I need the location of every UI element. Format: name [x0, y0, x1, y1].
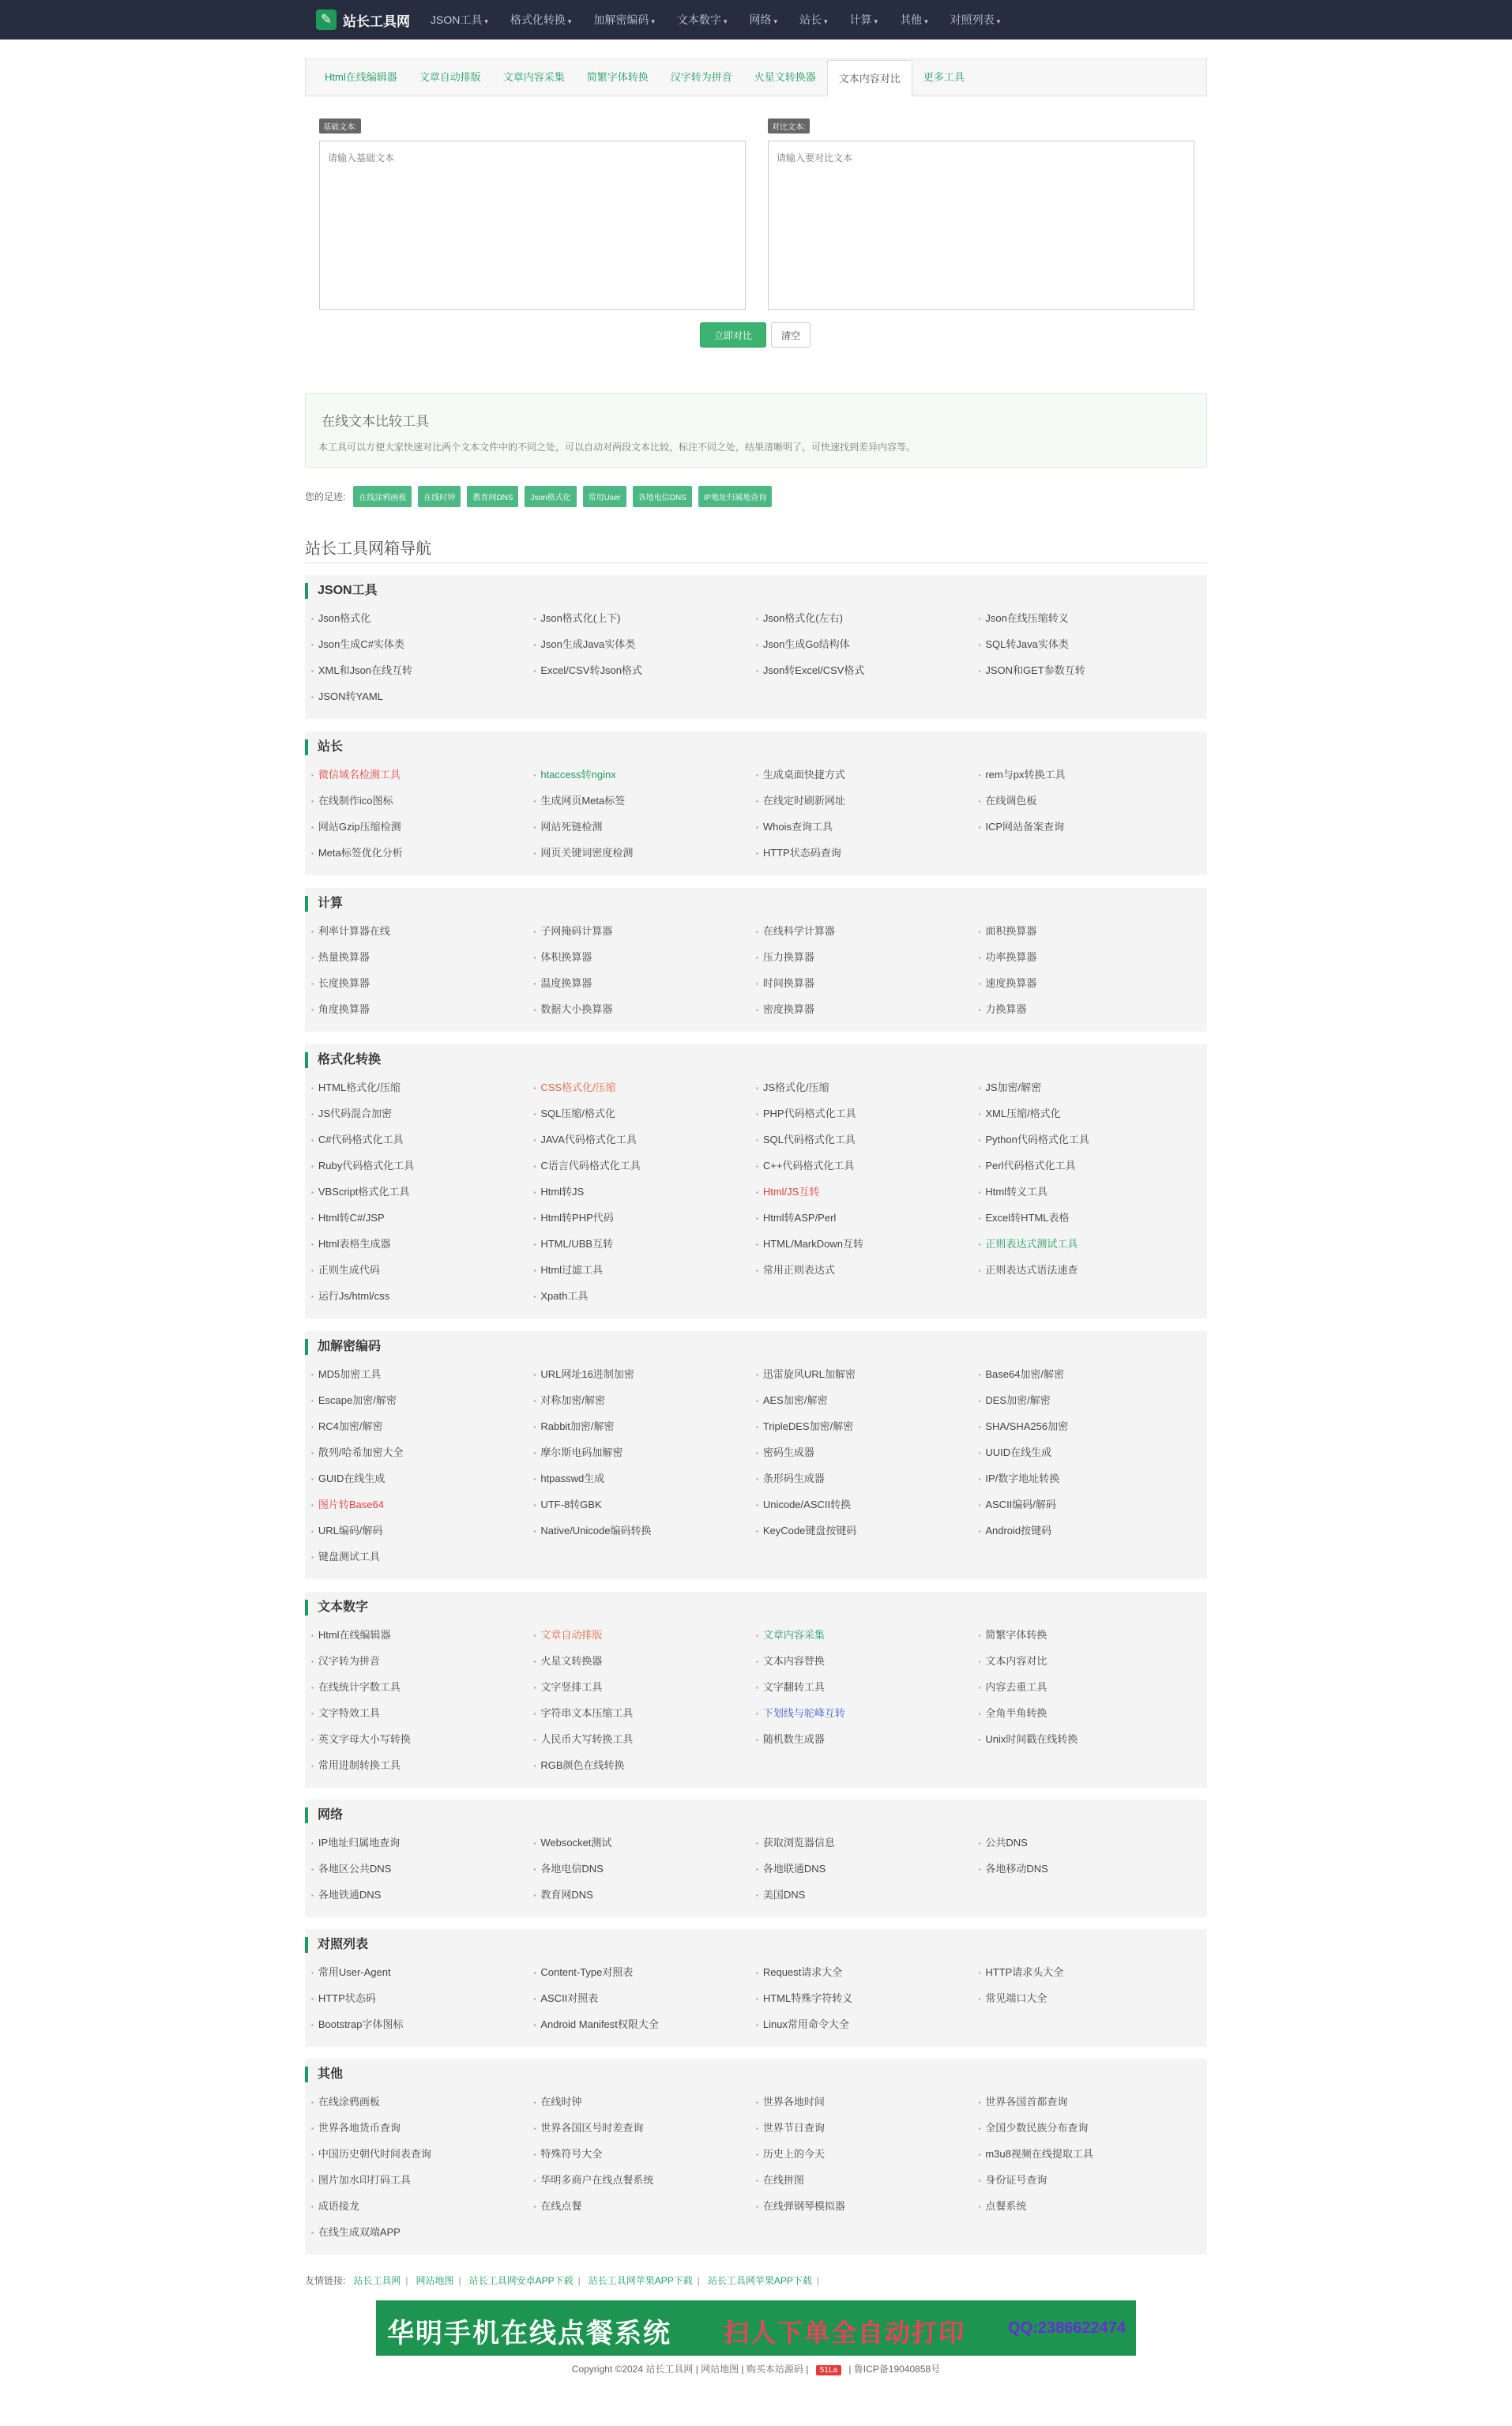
ad-banner[interactable] [376, 2300, 1136, 2356]
tool-link[interactable]: ▪ 微信域名检测工具 [311, 766, 534, 792]
tool-link[interactable]: ▪ HTML/UBB互转 [534, 1236, 757, 1262]
tool-link[interactable]: ▪ 各地移动DNS [979, 1860, 1202, 1886]
caret-down-icon: ▾ [924, 17, 928, 25]
caret-down-icon: ▾ [723, 17, 728, 25]
tool-link[interactable]: ▪ PHP代码格式化工具 [756, 1105, 979, 1131]
ad-banner-slogan: 扫人下单全自动打印 [724, 2319, 966, 2347]
tool-link[interactable]: ▪ ASCII编码/解码 [979, 1496, 1202, 1522]
tool-link[interactable]: ▪ 世界各国首都查询 [979, 2093, 1202, 2119]
nav-item-label: 文本数字 [676, 13, 721, 26]
tool-link[interactable]: ▪ RGB颜色在线转换 [534, 1757, 757, 1783]
caret-down-icon: ▾ [651, 17, 655, 25]
tool-link[interactable]: ▪ 图片加水印打码工具 [311, 2172, 534, 2198]
tool-link[interactable]: ▪ Excel转HTML表格 [979, 1209, 1202, 1236]
category-title: 对照列表 [305, 1937, 368, 1953]
category-links [311, 1964, 1201, 2042]
category-links [311, 2093, 1201, 2250]
tool-intro-title: 在线文本比较工具 [322, 414, 429, 429]
tool-link[interactable]: ▪ 教育网DNS [534, 1886, 757, 1913]
tool-link[interactable]: ▪ 子网掩码计算器 [534, 923, 757, 949]
tool-link[interactable]: ▪ 世界节日查询 [756, 2119, 979, 2146]
friend-link[interactable]: 站长工具网 | [353, 2274, 408, 2287]
tool-link[interactable]: ▪ Android Manifest权限大全 [534, 2016, 757, 2042]
tool-link[interactable]: ▪ 在线弹钢琴模拟器 [756, 2198, 979, 2224]
nav-item[interactable] [799, 13, 828, 26]
category-title: 计算 [305, 896, 343, 912]
tab[interactable]: 火星文转换器 [754, 71, 816, 83]
tool-link[interactable]: ▪ 文字竖排工具 [534, 1679, 757, 1705]
category-links [311, 1366, 1201, 1574]
tool-link[interactable]: ▪ Html转义工具 [979, 1183, 1202, 1209]
tool-link[interactable]: ▪ 迅雷旋风URL加解密 [756, 1366, 979, 1392]
main-nav [431, 12, 1022, 28]
tool-link[interactable]: ▪ 运行Js/html/css [311, 1288, 534, 1314]
tool-link[interactable]: ▪ MD5加密工具 [311, 1366, 534, 1392]
tool-link[interactable]: ▪ 常用正则表达式 [756, 1262, 979, 1288]
tool-link[interactable]: ▪ 点餐系统 [979, 2198, 1202, 2224]
tool-category [305, 2059, 1207, 2255]
ad-banner-contact: QQ:2386622474 [1008, 2319, 1126, 2337]
tool-link[interactable]: ▪ Native/Unicode编码转换 [534, 1522, 757, 1548]
tool-link[interactable]: ▪ 历史上的今天 [756, 2146, 979, 2172]
tool-category [305, 888, 1207, 1032]
friend-link[interactable]: 站长工具网苹果APP下载 | [589, 2274, 700, 2287]
caret-down-icon: ▾ [996, 17, 1001, 25]
site-name: 站长工具网 [343, 13, 410, 29]
tool-category [305, 575, 1207, 719]
base-text-input[interactable] [319, 141, 746, 310]
recent-tool-tag[interactable]: 在线时钟 [418, 486, 461, 507]
tool-link[interactable]: ▪ Json生成Go结构体 [756, 636, 979, 662]
tool-link[interactable]: ▪ Html过滤工具 [534, 1262, 757, 1288]
nav-item-label: JSON工具 [431, 13, 483, 26]
friend-links [305, 2274, 819, 2287]
clear-button[interactable]: 清空 [771, 322, 811, 348]
friend-link[interactable]: 站长工具网苹果APP下载 | [708, 2274, 819, 2287]
tool-link[interactable]: ▪ Html转C#/JSP [311, 1209, 534, 1236]
tool-link[interactable]: ▪ GUID在线生成 [311, 1470, 534, 1496]
footer [0, 2362, 1512, 2375]
tab[interactable]: 文本内容对比 [827, 60, 912, 96]
recent-tool-tag[interactable]: 在线涂鸦画板 [353, 486, 412, 507]
tool-link[interactable]: ▪ 华明多商户在线点餐系统 [534, 2172, 757, 2198]
nav-item-label: 站长 [799, 13, 822, 26]
tool-link[interactable]: ▪ 全国少数民族分布查询 [979, 2119, 1202, 2146]
tool-link[interactable]: ▪ 正则表达式语法速查 [979, 1262, 1202, 1288]
tool-link[interactable]: ▪ 在线科学计算器 [756, 923, 979, 949]
tool-link[interactable]: ▪ VBScript格式化工具 [311, 1183, 534, 1209]
tool-link[interactable]: ▪ HTML特殊字符转义 [756, 1990, 979, 2016]
tool-link[interactable]: ▪ 在线生成双端APP [311, 2224, 534, 2250]
tool-link[interactable]: ▪ Html转ASP/Perl [756, 1209, 979, 1236]
tool-link[interactable]: ▪ Base64加密/解密 [979, 1366, 1202, 1392]
nav-item-label: 加解密编码 [593, 13, 649, 26]
tool-link[interactable]: ▪ HTTP状态码查询 [756, 844, 979, 871]
tool-link[interactable]: ▪ SQL压缩/格式化 [534, 1105, 757, 1131]
tool-link[interactable]: ▪ 角度换算器 [311, 1001, 534, 1027]
tool-link[interactable]: ▪ 密度换算器 [756, 1001, 979, 1027]
tool-link[interactable]: ▪ Unix时间戳在线转换 [979, 1731, 1202, 1757]
compare-text-input[interactable] [768, 141, 1194, 310]
caret-down-icon: ▾ [484, 17, 488, 25]
tool-intro-desc: 本工具可以方便大家快速对比两个文本文件中的不同之处，可以自动对两段文本比较，标注不同之处，结果清晰明了，可快速找到差异内容等。 [318, 442, 916, 453]
tool-link[interactable]: ▪ JS加密/解密 [979, 1079, 1202, 1105]
tool-link[interactable]: ▪ JS格式化/压缩 [756, 1079, 979, 1105]
tool-link[interactable]: ▪ JAVA代码格式化工具 [534, 1131, 757, 1157]
tool-link[interactable]: ▪ 速度换算器 [979, 975, 1202, 1001]
recent-tool-tag[interactable]: 常用User [583, 486, 626, 507]
tool-link[interactable]: ▪ 常用进制转换工具 [311, 1757, 534, 1783]
tool-link[interactable]: ▪ 体积换算器 [534, 949, 757, 975]
tool-link[interactable]: ▪ KeyCode键盘按键码 [756, 1522, 979, 1548]
tool-link[interactable]: ▪ 温度换算器 [534, 975, 757, 1001]
tool-link[interactable]: ▪ C语言代码格式化工具 [534, 1157, 757, 1183]
tool-link[interactable]: ▪ Escape加密/解密 [311, 1392, 534, 1418]
tool-link[interactable]: ▪ Content-Type对照表 [534, 1964, 757, 1990]
top-navbar [0, 0, 1512, 39]
recent-tool-tag[interactable]: Json格式化 [525, 486, 576, 507]
tool-link[interactable]: ▪ IP/数字地址转换 [979, 1470, 1202, 1496]
tool-link[interactable]: ▪ 世界各国区号时差查询 [534, 2119, 757, 2146]
tool-link[interactable]: ▪ 获取浏览器信息 [756, 1834, 979, 1860]
friend-links-label: 友情链接: [305, 2275, 346, 2286]
tool-link[interactable]: ▪ 火星文转换器 [534, 1653, 757, 1679]
tool-link[interactable]: ▪ 网站Gzip压缩检测 [311, 818, 534, 844]
tool-link[interactable]: ▪ 网页关键词密度检测 [534, 844, 757, 871]
recent-tools-label: 您的足迹: [305, 491, 346, 502]
tool-link[interactable]: ▪ IP地址归属地查询 [311, 1834, 534, 1860]
caret-down-icon: ▾ [874, 17, 878, 25]
tool-link[interactable]: ▪ Rabbit加密/解密 [534, 1418, 757, 1444]
tool-link[interactable]: ▪ Json格式化(上下) [534, 610, 757, 636]
tool-link[interactable]: ▪ Xpath工具 [534, 1288, 757, 1314]
tool-intro-box [305, 393, 1207, 468]
recent-tool-tag[interactable]: IP地址归属地查询 [698, 486, 772, 507]
tool-link[interactable]: ▪ 美国DNS [756, 1886, 979, 1913]
tool-link[interactable]: ▪ XML压缩/格式化 [979, 1105, 1202, 1131]
nav-item[interactable] [749, 13, 777, 26]
nav-item-label: 计算 [849, 13, 872, 26]
tool-link[interactable]: ▪ Meta标签优化分析 [311, 844, 534, 871]
tool-link[interactable]: ▪ 文章内容采集 [756, 1627, 979, 1653]
tool-link[interactable]: ▪ 在线定时刷新网址 [756, 792, 979, 818]
tool-link[interactable]: ▪ 人民币大写转换工具 [534, 1731, 757, 1757]
tool-link[interactable]: ▪ 生成桌面快捷方式 [756, 766, 979, 792]
tool-link[interactable]: ▪ m3u8视频在线提取工具 [979, 2146, 1202, 2172]
tool-link[interactable]: ▪ 在线点餐 [534, 2198, 757, 2224]
tool-link[interactable]: ▪ C#代码格式化工具 [311, 1131, 534, 1157]
tool-link[interactable]: ▪ 生成网页Meta标签 [534, 792, 757, 818]
tool-link[interactable]: ▪ HTTP状态码 [311, 1990, 534, 2016]
tool-link[interactable]: ▪ Linux常用命令大全 [756, 2016, 979, 2042]
tool-link[interactable]: ▪ XML和Json在线互转 [311, 662, 534, 688]
nav-item[interactable] [510, 13, 572, 26]
nav-item[interactable] [593, 13, 655, 26]
nav-item-label: 格式化转换 [510, 13, 566, 26]
tool-link[interactable]: ▪ 世界各地货币查询 [311, 2119, 534, 2146]
tool-link[interactable]: ▪ htaccess转nginx [534, 766, 757, 792]
tool-link[interactable]: ▪ Python代码格式化工具 [979, 1131, 1202, 1157]
tool-link[interactable]: ▪ 各地联通DNS [756, 1860, 979, 1886]
tool-link[interactable]: ▪ Excel/CSV转Json格式 [534, 662, 757, 688]
tool-link[interactable]: ▪ Html/JS互转 [756, 1183, 979, 1209]
tool-link[interactable]: ▪ 散列/哈希加密大全 [311, 1444, 534, 1470]
tool-link[interactable]: ▪ 图片转Base64 [311, 1496, 534, 1522]
tool-link[interactable]: ▪ HTML/MarkDown互转 [756, 1236, 979, 1262]
friend-link[interactable]: 站长工具网安卓APP下载 | [469, 2274, 581, 2287]
tool-link[interactable]: ▪ HTTP请求头大全 [979, 1964, 1202, 1990]
tool-link[interactable]: ▪ Json格式化 [311, 610, 534, 636]
tool-link[interactable]: ▪ DES加密/解密 [979, 1392, 1202, 1418]
tool-link[interactable]: ▪ Android按键码 [979, 1522, 1202, 1548]
tool-link[interactable]: ▪ 利率计算器在线 [311, 923, 534, 949]
tool-link[interactable]: ▪ 世界各地时间 [756, 2093, 979, 2119]
tool-link[interactable]: ▪ 文章自动排版 [534, 1627, 757, 1653]
category-links [311, 766, 1201, 871]
tool-link[interactable]: ▪ 随机数生成器 [756, 1731, 979, 1757]
wrench-icon: ✎ [316, 9, 337, 30]
nav-item[interactable] [900, 13, 928, 26]
tool-link[interactable]: ▪ 在线调色板 [979, 792, 1202, 818]
tool-category [305, 1929, 1207, 2047]
category-title: 格式化转换 [305, 1052, 381, 1068]
tool-link[interactable]: ▪ Html表格生成器 [311, 1236, 534, 1262]
tool-link[interactable]: ▪ 简繁字体转换 [979, 1627, 1202, 1653]
nav-item-label: 网络 [749, 13, 772, 26]
category-title: 网络 [305, 1807, 343, 1823]
tool-link[interactable]: ▪ RC4加密/解密 [311, 1418, 534, 1444]
tool-link[interactable]: ▪ HTML格式化/压缩 [311, 1079, 534, 1105]
recent-tools [305, 485, 778, 507]
tool-link[interactable]: ▪ URL编码/解码 [311, 1522, 534, 1548]
tool-link[interactable]: ▪ 下划线与驼峰互转 [756, 1705, 979, 1731]
category-links [311, 923, 1201, 1027]
tool-link[interactable]: ▪ Html在线编辑器 [311, 1627, 534, 1653]
tool-link[interactable]: ▪ TripleDES加密/解密 [756, 1418, 979, 1444]
nav-item-label: 其他 [900, 13, 923, 26]
tab[interactable]: 汉字转为拼音 [670, 71, 732, 83]
tool-link[interactable]: ▪ 压力换算器 [756, 949, 979, 975]
tool-link[interactable]: ▪ 时间换算器 [756, 975, 979, 1001]
tool-link[interactable]: ▪ Request请求大全 [756, 1964, 979, 1990]
tool-link[interactable]: ▪ Json格式化(左右) [756, 610, 979, 636]
tool-link[interactable]: ▪ Json生成C#实体类 [311, 636, 534, 662]
nav-item[interactable] [950, 13, 1001, 26]
tool-link[interactable]: ▪ 字符串文本压缩工具 [534, 1705, 757, 1731]
tool-link[interactable]: ▪ 常用User-Agent [311, 1964, 534, 1990]
category-links [311, 1079, 1201, 1314]
tool-link[interactable]: ▪ 在线制作ico图标 [311, 792, 534, 818]
tool-link[interactable]: ▪ 在线涂鸦画板 [311, 2093, 534, 2119]
caret-down-icon: ▾ [567, 17, 572, 25]
tool-link[interactable]: ▪ 摩尔斯电码加解密 [534, 1444, 757, 1470]
tool-link[interactable]: ▪ 正则生成代码 [311, 1262, 534, 1288]
tool-link[interactable]: ▪ 各地电信DNS [534, 1860, 757, 1886]
tool-link[interactable]: ▪ Json生成Java实体类 [534, 636, 757, 662]
tool-link[interactable]: ▪ 功率换算器 [979, 949, 1202, 975]
tool-link[interactable]: ▪ 中国历史朝代时间表查询 [311, 2146, 534, 2172]
tool-link[interactable]: ▪ URL网址16进制加密 [534, 1366, 757, 1392]
category-links [311, 1834, 1201, 1913]
tool-category [305, 1044, 1207, 1318]
icp-record[interactable]: | 鲁ICP备19040858号 [848, 2364, 941, 2375]
tool-link[interactable]: ▪ UTF-8转GBK [534, 1496, 757, 1522]
stats-badge[interactable]: 51La [816, 2365, 841, 2375]
tab[interactable]: 更多工具 [923, 71, 965, 83]
tool-link[interactable]: ▪ Html转JS [534, 1183, 757, 1209]
recent-tool-tag[interactable]: 教育网DNS [467, 486, 518, 507]
tool-link[interactable]: ▪ ICP网站备案查询 [979, 818, 1202, 844]
tool-link[interactable]: ▪ Html转PHP代码 [534, 1209, 757, 1236]
friend-link[interactable]: 网站地图 | [416, 2274, 461, 2287]
tool-link[interactable]: ▪ SQL转Java实体类 [979, 636, 1202, 662]
category-title: 加解密编码 [305, 1339, 381, 1355]
tool-link[interactable]: ▪ Json在线压缩转义 [979, 610, 1202, 636]
category-title: 站长 [305, 739, 343, 755]
tool-link[interactable]: ▪ C++代码格式化工具 [756, 1157, 979, 1183]
nav-item[interactable] [850, 13, 878, 26]
tool-link[interactable]: ▪ 长度换算器 [311, 975, 534, 1001]
base-text-label: 基础文本: [319, 118, 361, 134]
tab[interactable]: 文章自动排版 [419, 71, 481, 83]
tool-link[interactable]: ▪ 正则表达式测试工具 [979, 1236, 1202, 1262]
tool-link[interactable]: ▪ 文本内容对比 [979, 1653, 1202, 1679]
tool-link[interactable]: ▪ 热量换算器 [311, 949, 534, 975]
tool-link[interactable]: ▪ 各地区公共DNS [311, 1860, 534, 1886]
tool-link[interactable]: ▪ Unicode/ASCII转换 [756, 1496, 979, 1522]
nav-item[interactable] [677, 13, 728, 26]
compare-text-label: 对比文本: [768, 118, 810, 134]
tool-link[interactable]: ▪ 成语接龙 [311, 2198, 534, 2224]
tool-link[interactable]: ▪ 文本内容替换 [756, 1653, 979, 1679]
tool-link[interactable]: ▪ 在线时钟 [534, 2093, 757, 2119]
tool-link[interactable]: ▪ 内容去重工具 [979, 1679, 1202, 1705]
tool-category [305, 1800, 1207, 1917]
divider [305, 562, 1207, 563]
tool-category [305, 1331, 1207, 1579]
tool-link[interactable]: ▪ 身份证号查询 [979, 2172, 1202, 2198]
nav-item-label: 对照列表 [950, 13, 995, 26]
ad-banner-title: 华明手机在线点餐系统 [387, 2319, 671, 2349]
tool-link[interactable]: ▪ JSON和GET参数互转 [979, 662, 1202, 688]
category-title: JSON工具 [305, 583, 378, 599]
category-title: 文本数字 [305, 1600, 368, 1615]
tool-link[interactable]: ▪ Perl代码格式化工具 [979, 1157, 1202, 1183]
site-logo[interactable] [316, 9, 410, 30]
tool-link[interactable]: ▪ SQL代码格式化工具 [756, 1131, 979, 1157]
tab[interactable]: Html在线编辑器 [325, 71, 397, 83]
tool-link[interactable]: ▪ 各地铁通DNS [311, 1886, 534, 1913]
tool-link[interactable]: ▪ 汉字转为拼音 [311, 1653, 534, 1679]
tool-link[interactable]: ▪ UUID在线生成 [979, 1444, 1202, 1470]
tool-link[interactable]: ▪ 数据大小换算器 [534, 1001, 757, 1027]
tool-link[interactable]: ▪ SHA/SHA256加密 [979, 1418, 1202, 1444]
caret-down-icon: ▾ [773, 17, 777, 25]
tool-link[interactable]: ▪ 文字特效工具 [311, 1705, 534, 1731]
tool-link[interactable]: ▪ Json转Excel/CSV格式 [756, 662, 979, 688]
nav-title: 站长工具网箱导航 [305, 540, 431, 558]
tool-link[interactable]: ▪ 条形码生成器 [756, 1470, 979, 1496]
tool-link[interactable]: ▪ ASCII对照表 [534, 1990, 757, 2016]
tool-link[interactable]: ▪ Websocket测试 [534, 1834, 757, 1860]
tool-link[interactable]: ▪ 键盘测试工具 [311, 1548, 534, 1574]
category-title: 其他 [305, 2067, 343, 2082]
tool-link[interactable]: ▪ 英文字母大小写转换 [311, 1731, 534, 1757]
tab[interactable]: 简繁字体转换 [586, 71, 649, 83]
tool-link[interactable]: ▪ Ruby代码格式化工具 [311, 1157, 534, 1183]
tool-tabs [305, 58, 1207, 96]
tool-link[interactable]: ▪ rem与px转换工具 [979, 766, 1202, 792]
tool-link[interactable]: ▪ JS代码混合加密 [311, 1105, 534, 1131]
tool-link[interactable]: ▪ 力换算器 [979, 1001, 1202, 1027]
tool-link[interactable]: ▪ 全角半角转换 [979, 1705, 1202, 1731]
tool-link[interactable]: ▪ 文字翻转工具 [756, 1679, 979, 1705]
tool-link[interactable]: ▪ 在线统计字数工具 [311, 1679, 534, 1705]
compare-button[interactable]: 立即对比 [700, 322, 766, 348]
category-links [311, 1627, 1201, 1783]
tool-link[interactable]: ▪ htpasswd生成 [534, 1470, 757, 1496]
tool-category [305, 1592, 1207, 1788]
tool-link[interactable]: ▪ 对称加密/解密 [534, 1392, 757, 1418]
tool-link[interactable]: ▪ Whois查询工具 [756, 818, 979, 844]
tool-link[interactable]: ▪ CSS格式化/压缩 [534, 1079, 757, 1105]
caret-down-icon: ▾ [824, 17, 828, 25]
category-links [311, 610, 1201, 714]
tool-link[interactable]: ▪ 常见端口大全 [979, 1990, 1202, 2016]
tool-link[interactable]: ▪ 密码生成器 [756, 1444, 979, 1470]
tool-link[interactable]: ▪ AES加密/解密 [756, 1392, 979, 1418]
tool-link[interactable]: ▪ JSON转YAML [311, 688, 534, 714]
copyright: Copyright ©2024 站长工具网 | 网站地图 | 购买本站源码 | [571, 2364, 809, 2375]
tool-link[interactable]: ▪ 公共DNS [979, 1834, 1202, 1860]
tool-link[interactable]: ▪ 面积换算器 [979, 923, 1202, 949]
tool-link[interactable]: ▪ 网站死链检测 [534, 818, 757, 844]
recent-tool-tag[interactable]: 各地电信DNS [633, 486, 692, 507]
tool-link[interactable]: ▪ 特殊符号大全 [534, 2146, 757, 2172]
nav-item[interactable] [431, 13, 488, 26]
tool-link[interactable]: ▪ Bootstrap字体图标 [311, 2016, 534, 2042]
tool-category [305, 732, 1207, 875]
tab[interactable]: 文章内容采集 [502, 71, 565, 83]
tool-link[interactable]: ▪ 在线拼图 [756, 2172, 979, 2198]
